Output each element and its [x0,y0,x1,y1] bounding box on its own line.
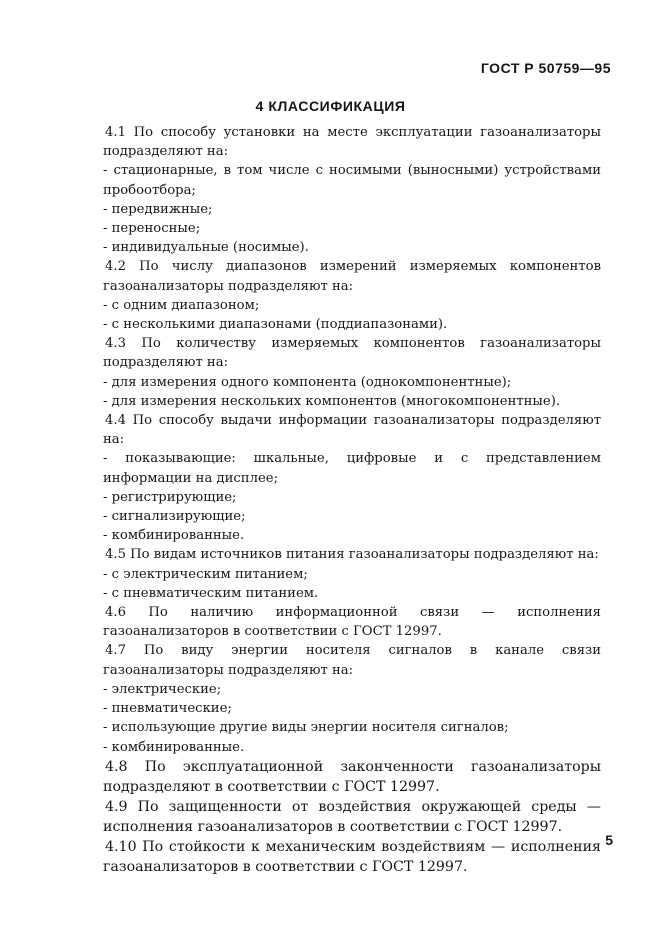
list-item: - индивидуальные (носимые). [103,240,309,256]
list-item: - с одним диапазоном; [103,297,260,313]
list-item: - стационарные, в том числе с носимыми (выносными) устройствами пробоотбора; [103,163,601,198]
list-item: - показывающие: шкальные, цифровые и с представлением информации на дисплее; [103,451,601,486]
paragraph-4-8: 4.8 По эксплуатационной законченности газоанализаторы подразделяют в соответствии с ГОСТ 12997. [103,758,601,795]
paragraph-4-4: 4.4 По способу выдачи информации газоанализаторы подразделяют на: [103,413,601,448]
list-item: - с пневматическим питанием. [103,585,319,601]
list-item: - с электрическим питанием; [103,566,308,582]
list-item: - передвижные; [103,201,213,217]
paragraph-4-1: 4.1 По способу установки на месте эксплуатации газоанализаторы подразделяют на: [103,125,601,160]
paragraph-4-5: 4.5 По видам источников питания газоанализаторы подразделяют на: [105,547,599,563]
standard-header: ГОСТ Р 50759—95 [480,60,611,76]
list-item: - комбинированные. [103,528,245,544]
paragraph-4-10: 4.10 По стойкости к механическим воздействиям — исполнения газоанализаторов в соответствии с ГОСТ 12997. [103,838,601,875]
list-item: - использующие другие виды энергии носителя сигналов; [103,720,509,736]
paragraph-4-7: 4.7 По виду энергии носителя сигналов в канале связи газоанализаторы подразделяют на: [103,643,601,678]
list-item: - переносные; [103,221,201,237]
list-item: - электрические; [103,681,222,697]
paragraph-4-6: 4.6 По наличию информационной связи — исполнения газоанализаторов в соответствии с ГОСТ 12997. [103,605,601,640]
list-item: - сигнализирующие; [103,509,246,525]
list-item: - с несколькими диапазонами (поддиапазонами). [103,317,448,333]
list-item: - комбинированные. [103,739,245,755]
list-item: - для измерения нескольких компонентов (многокомпонентные). [103,393,561,409]
paragraph-4-2: 4.2 По числу диапазонов измерений измеряемых компонентов газоанализаторы подразделяют на: [103,259,601,294]
list-item: - регистрирующие; [103,489,237,505]
page-number: 5 [605,832,613,848]
list-item: - для измерения одного компонента (однокомпонентные); [103,374,512,390]
paragraph-4-9: 4.9 По защищенности от воздействия окружающей среды — исполнения газоанализаторов в соответствии с ГОСТ 12997. [103,798,601,835]
section-title: 4 КЛАССИФИКАЦИЯ [255,98,406,114]
section-body [103,123,601,877]
paragraph-4-3: 4.3 По количеству измеряемых компонентов газоанализаторы подразделяют на: [103,336,601,371]
list-item: - пневматические; [103,701,232,717]
